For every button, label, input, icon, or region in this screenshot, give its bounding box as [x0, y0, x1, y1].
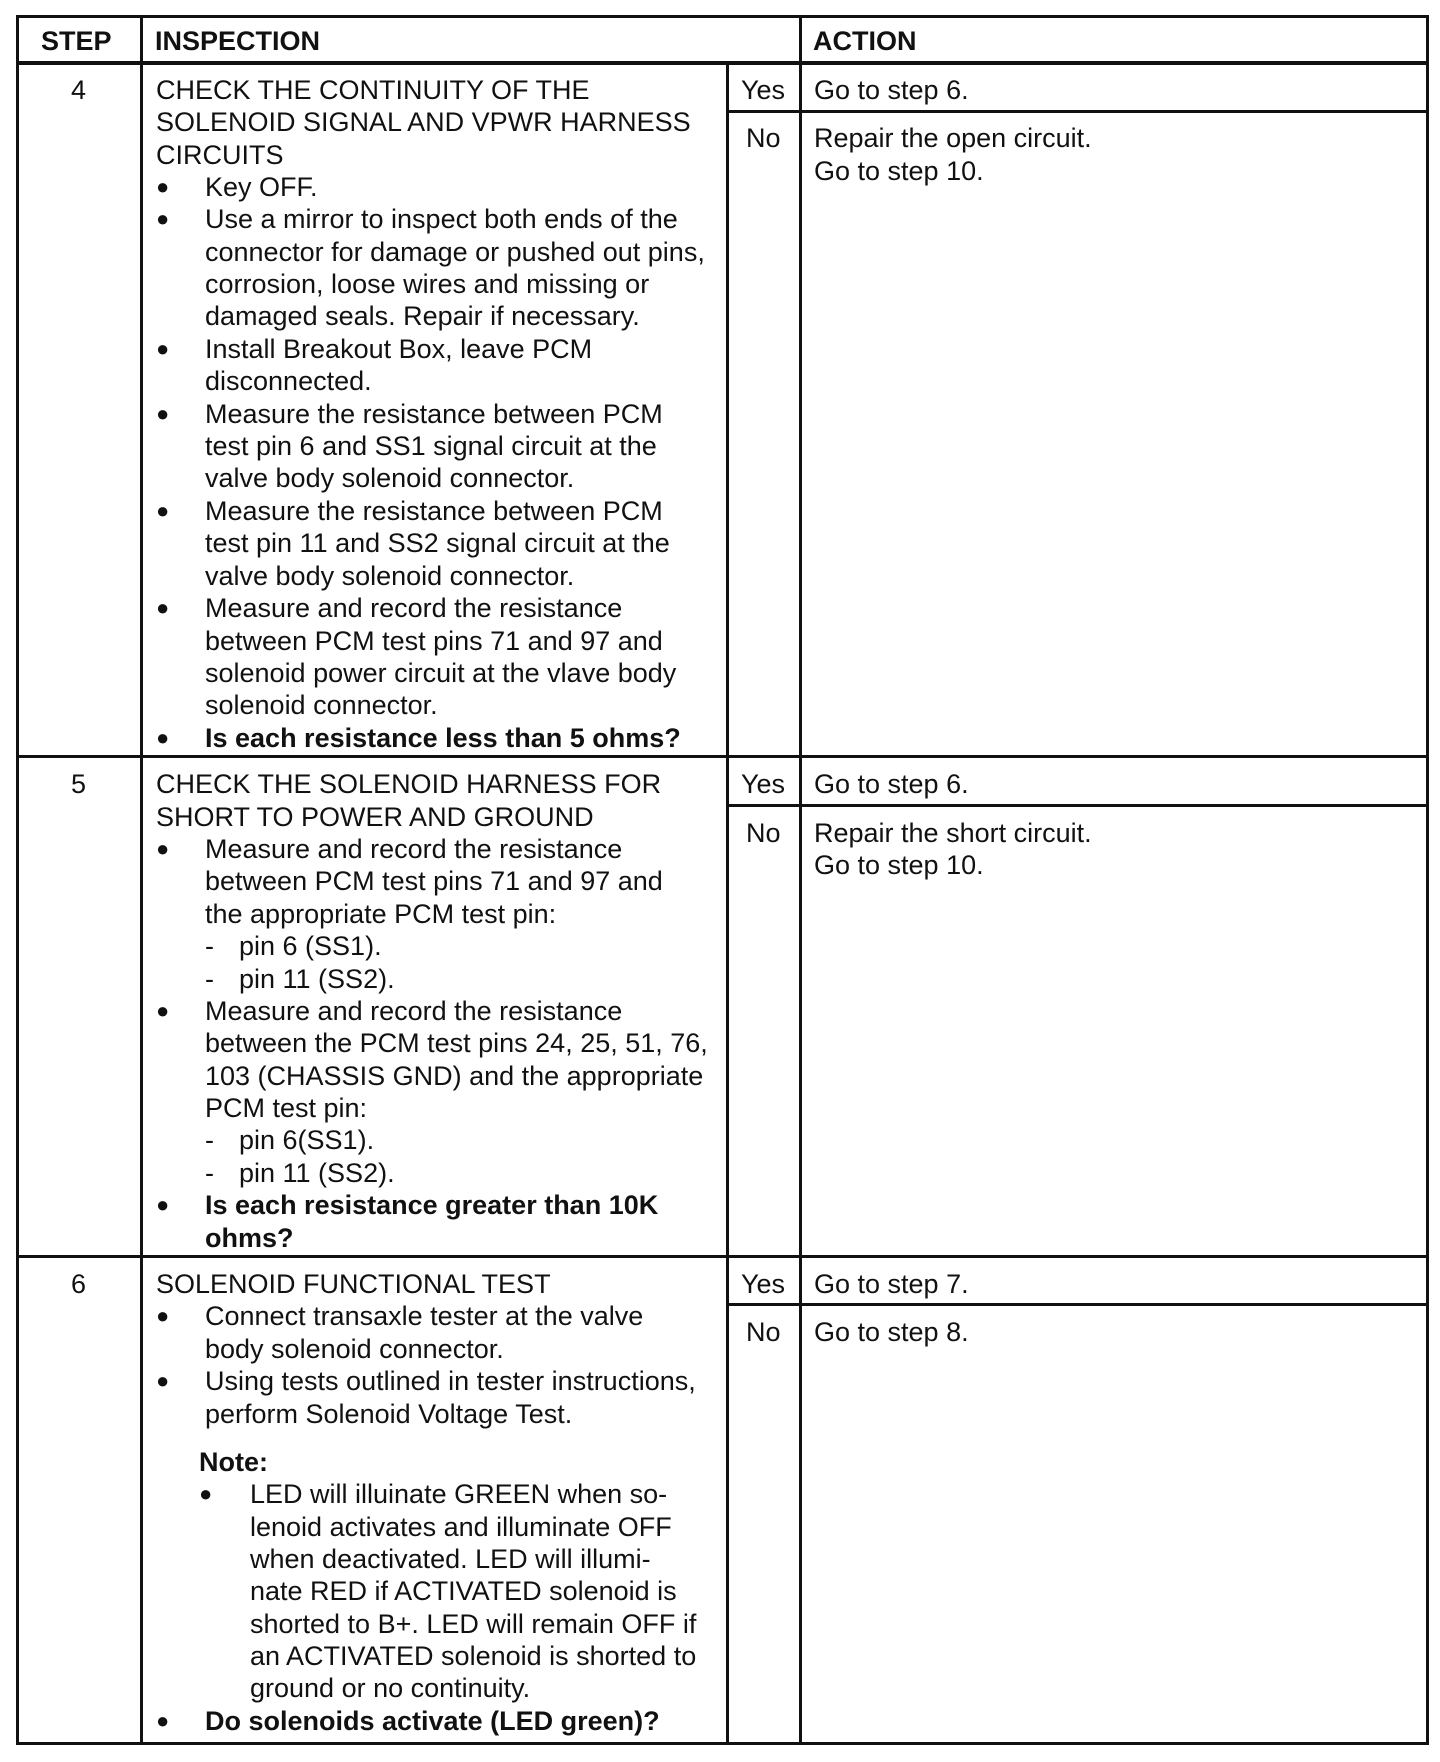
no-label: No — [746, 1317, 781, 1347]
step-number: 5 — [71, 769, 87, 799]
dash-item: pin 6(SS1). — [239, 1125, 375, 1155]
bullet-text: test pin 6 and SS1 signal circuit at the — [205, 431, 657, 461]
bullet-text: Connect transaxle tester at the valve — [205, 1301, 644, 1331]
bullet-icon: ● — [156, 206, 170, 231]
no-label: No — [746, 123, 781, 153]
table-border-right — [1426, 15, 1429, 1745]
dash-item: pin 11 (SS2). — [239, 1158, 395, 1188]
step-title-line: CHECK THE CONTINUITY OF THE — [156, 75, 590, 105]
bullet-text: between PCM test pins 71 and 97 and — [205, 866, 663, 896]
inspection-result-divider — [726, 64, 729, 1745]
dash-icon: - — [205, 964, 214, 994]
step-column-divider — [140, 15, 143, 1745]
bullet-text: body solenoid connector. — [205, 1334, 504, 1364]
bullet-text: 103 (CHASSIS GND) and the appropriate — [205, 1061, 704, 1091]
bullet-icon: ● — [156, 1708, 170, 1733]
yes-no-divider-5 — [726, 804, 1429, 807]
bullet-text: solenoid connector. — [205, 690, 438, 720]
row-divider-4-5 — [16, 755, 1429, 758]
bullet-text: Measure and record the resistance — [205, 996, 623, 1026]
bullet-icon: ● — [156, 998, 170, 1023]
step-title-line: SOLENOID SIGNAL AND VPWR HARNESS — [156, 107, 691, 137]
bullet-icon: ● — [156, 595, 170, 620]
note-line: lenoid activates and illuminate OFF — [250, 1512, 672, 1542]
dash-icon: - — [205, 931, 214, 961]
dash-icon: - — [205, 1125, 214, 1155]
header-divider — [16, 61, 1429, 65]
header-step: STEP — [41, 26, 112, 56]
bullet-text: Measure the resistance between PCM — [205, 399, 663, 429]
bullet-icon: ● — [156, 498, 170, 523]
note-line: shorted to B+. LED will remain OFF if — [250, 1609, 697, 1639]
yes-label: Yes — [741, 1269, 786, 1299]
action-column-divider — [799, 15, 802, 1745]
bullet-text: test pin 11 and SS2 signal circuit at the — [205, 528, 670, 558]
bullet-text: connector for damage or pushed out pins, — [205, 237, 705, 267]
note-line: when deactivated. LED will illumi- — [250, 1544, 651, 1574]
step-number: 6 — [71, 1269, 87, 1299]
bullet-text: Key OFF. — [205, 172, 318, 202]
yes-no-divider-4 — [726, 110, 1429, 113]
bullet-icon: ● — [156, 725, 170, 750]
bullet-text: disconnected. — [205, 366, 372, 396]
bullet-icon: ● — [156, 1368, 170, 1393]
step-title-line: SHORT TO POWER AND GROUND — [156, 802, 594, 832]
bullet-text: Measure the resistance between PCM — [205, 496, 663, 526]
bullet-text: Install Breakout Box, leave PCM — [205, 334, 593, 364]
step-title-line: SOLENOID FUNCTIONAL TEST — [156, 1269, 551, 1299]
no-label: No — [746, 818, 781, 848]
bullet-icon: ● — [156, 1303, 170, 1328]
bullet-text: between PCM test pins 71 and 97 and — [205, 626, 663, 656]
bullet-text: corrosion, loose wires and missing or — [205, 269, 650, 299]
note-line: LED will illuinate GREEN when so- — [250, 1479, 668, 1509]
bullet-question: Do solenoids activate (LED green)? — [205, 1706, 660, 1736]
step-number: 4 — [71, 75, 87, 105]
yes-action: Go to step 7. — [814, 1269, 969, 1299]
table-border-top — [16, 15, 1429, 18]
bullet-icon: ● — [156, 401, 170, 426]
note-line: nate RED if ACTIVATED solenoid is — [250, 1576, 677, 1606]
header-inspection: INSPECTION — [155, 26, 321, 56]
no-action: Go to step 10. — [814, 156, 984, 186]
header-action: ACTION — [813, 26, 917, 56]
dash-item: pin 11 (SS2). — [239, 964, 395, 994]
bullet-icon: ● — [156, 336, 170, 361]
dash-item: pin 6 (SS1). — [239, 931, 382, 961]
row-divider-5-6 — [16, 1255, 1429, 1258]
yes-label: Yes — [741, 769, 786, 799]
bullet-text: valve body solenoid connector. — [205, 463, 575, 493]
step-title-line: CHECK THE SOLENOID HARNESS FOR — [156, 769, 662, 799]
step-title-line: CIRCUITS — [156, 140, 284, 170]
note-label: Note: — [199, 1447, 268, 1477]
bullet-text: solenoid power circuit at the vlave body — [205, 658, 677, 688]
bullet-text: Measure and record the resistance — [205, 593, 623, 623]
bullet-text: Using tests outlined in tester instructions, — [205, 1366, 696, 1396]
bullet-text: the appropriate PCM test pin: — [205, 899, 557, 929]
bullet-text: PCM test pin: — [205, 1093, 368, 1123]
bullet-text: Measure and record the resistance — [205, 834, 623, 864]
bullet-icon: ● — [156, 836, 170, 861]
bullet-text: valve body solenoid connector. — [205, 561, 575, 591]
table-border-bottom — [16, 1742, 1429, 1745]
bullet-icon: ● — [156, 1192, 170, 1217]
note-line: ground or no continuity. — [250, 1673, 531, 1703]
bullet-question: Is each resistance greater than 10K — [205, 1190, 659, 1220]
bullet-text: Use a mirror to inspect both ends of the — [205, 204, 678, 234]
bullet-icon: ● — [156, 174, 170, 199]
note-line: an ACTIVATED solenoid is shorted to — [250, 1641, 697, 1671]
yes-action: Go to step 6. — [814, 769, 969, 799]
no-action: Repair the short circuit. — [814, 818, 1092, 848]
bullet-text: between the PCM test pins 24, 25, 51, 76, — [205, 1028, 708, 1058]
bullet-question: ohms? — [205, 1223, 294, 1253]
bullet-text: perform Solenoid Voltage Test. — [205, 1399, 573, 1429]
yes-label: Yes — [741, 75, 786, 105]
yes-action: Go to step 6. — [814, 75, 969, 105]
no-action: Repair the open circuit. — [814, 123, 1092, 153]
yes-no-divider-6 — [726, 1303, 1429, 1306]
table-border-left — [16, 15, 19, 1745]
bullet-text: damaged seals. Repair if necessary. — [205, 301, 640, 331]
no-action: Go to step 8. — [814, 1317, 969, 1347]
no-action: Go to step 10. — [814, 850, 984, 880]
bullet-question: Is each resistance less than 5 ohms? — [205, 723, 681, 753]
dash-icon: - — [205, 1158, 214, 1188]
note-bullet-icon: ● — [199, 1481, 213, 1506]
